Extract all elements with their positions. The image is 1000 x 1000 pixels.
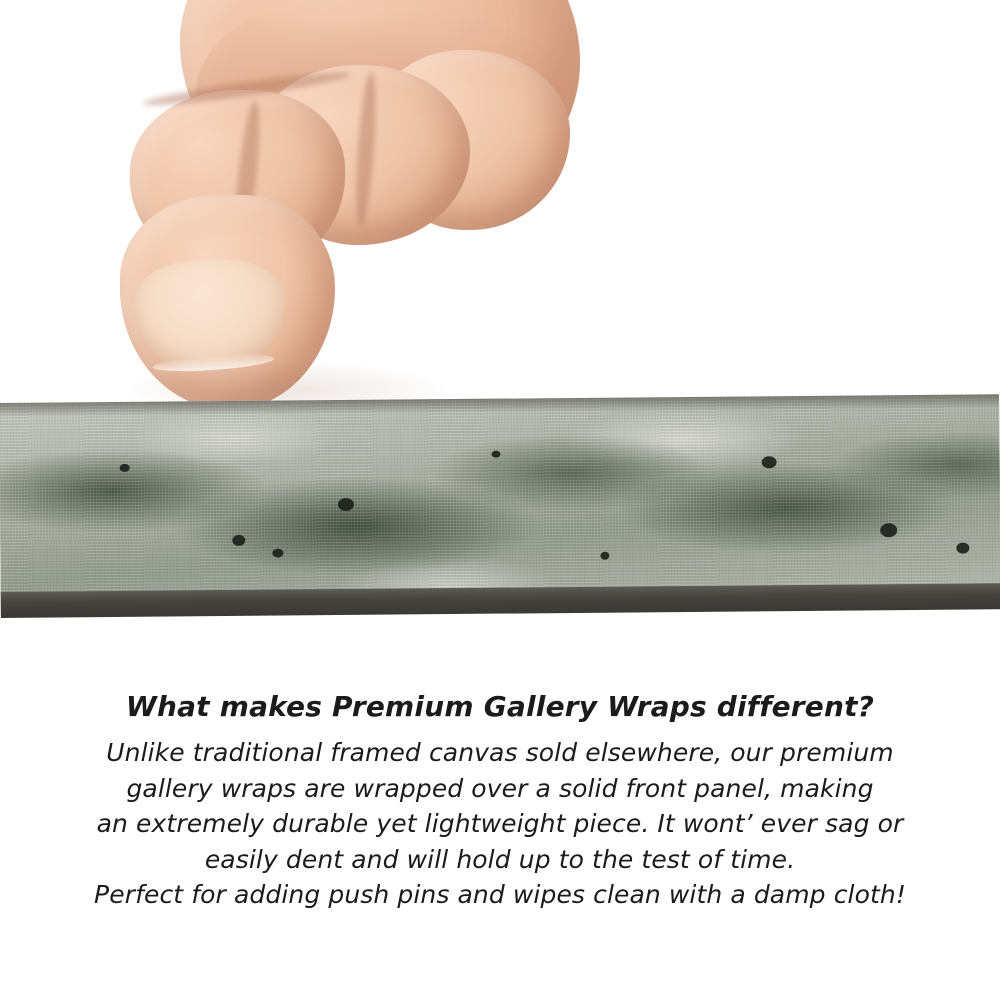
caption-line-5: Perfect for adding push pins and wipes clean with a damp cloth! — [94, 880, 906, 909]
paint-speck — [762, 456, 777, 468]
caption-line-3: an extremely durable yet lightweight piece. It wont’ ever sag or — [96, 809, 904, 838]
canvas-edge-strip — [0, 394, 1000, 618]
paint-speck — [491, 451, 500, 458]
caption-title: What makes Premium Gallery Wraps different? — [125, 690, 875, 723]
paint-speck — [880, 523, 897, 537]
paint-speck — [600, 552, 609, 560]
caption-line-2: gallery wraps are wrapped over a solid front panel, making — [126, 773, 874, 803]
paint-speck — [338, 498, 354, 511]
caption-line-1: Unlike traditional framed canvas sold elsewhere, our premium — [106, 738, 894, 767]
paint-speck — [120, 464, 130, 472]
caption-block — [0, 690, 1000, 913]
paint-speck — [956, 543, 969, 554]
caption-line-4: easily dent and will hold up to the test of time. — [204, 844, 796, 874]
paint-speck — [232, 535, 245, 546]
paint-speck — [272, 549, 283, 558]
